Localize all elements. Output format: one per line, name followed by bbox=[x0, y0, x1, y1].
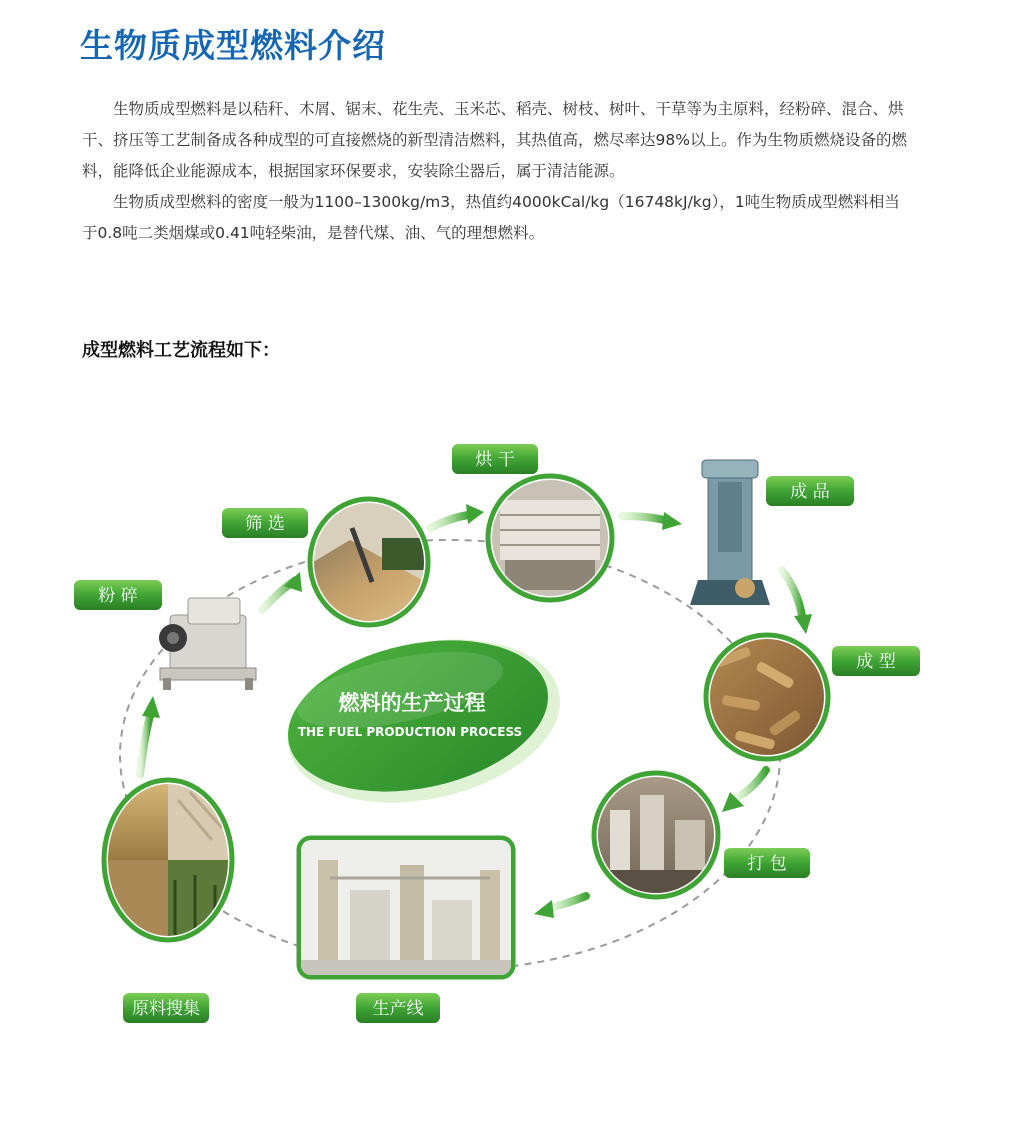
packing-image bbox=[594, 773, 719, 900]
production-line-image bbox=[299, 838, 513, 977]
forming-pellets-image bbox=[705, 635, 830, 760]
step-label-product bbox=[766, 476, 854, 506]
product-machine-image bbox=[690, 460, 770, 605]
step-label-line bbox=[356, 993, 440, 1023]
crusher-machine-image bbox=[159, 598, 256, 690]
step-label-dry bbox=[452, 444, 538, 474]
svg-text:成 型: 成 型 bbox=[856, 652, 896, 672]
svg-text:打 包: 打 包 bbox=[747, 854, 787, 874]
raw-material-image bbox=[104, 780, 232, 940]
svg-text:粉 碎: 粉 碎 bbox=[98, 586, 138, 606]
process-diagram bbox=[0, 420, 1019, 1060]
svg-text:原料搜集: 原料搜集 bbox=[132, 999, 200, 1019]
svg-text:筛 选: 筛 选 bbox=[245, 514, 285, 534]
svg-text:成 品: 成 品 bbox=[790, 482, 830, 502]
svg-text:生产线: 生产线 bbox=[372, 999, 424, 1019]
step-label-pack bbox=[724, 848, 810, 878]
process-heading: 成型燃料工艺流程如下： bbox=[82, 340, 280, 361]
center-title-en: THE FUEL PRODUCTION PROCESS bbox=[297, 725, 523, 739]
center-title-cn: 燃料的生产过程 bbox=[338, 691, 486, 715]
step-label-form bbox=[832, 646, 920, 676]
density-paragraph: 生物质成型燃料的密度一般为1100–1300kg/m3，热值约4000kCal/kg（16748kJ/kg），1吨生物质成型燃料相当于0.8吨二类烟煤或0.41吨轻柴油，是替代煤、油、气的理想燃料。 bbox=[82, 193, 900, 242]
center-badge bbox=[273, 616, 575, 826]
svg-text:烘 干: 烘 干 bbox=[475, 450, 515, 470]
step-label-collect bbox=[123, 993, 209, 1023]
step-label-screen bbox=[222, 508, 308, 538]
screening-image bbox=[300, 499, 440, 630]
page-title: 生物质成型燃料介绍 bbox=[80, 26, 386, 65]
drying-image bbox=[488, 476, 612, 600]
intro-paragraph: 生物质成型燃料是以秸秆、木屑、锯末、花生壳、玉米芯、稻壳、树枝、树叶、干草等为主原料，经粉碎、混合、烘干、挤压等工艺制备成各种成型的可直接燃烧的新型清洁燃料，其热值高，燃尽率达98%以上。作为生物质燃烧设备的燃料，能降低企业能源成本，根据国家环保要求，安装除尘器后，属于清洁能源。 bbox=[82, 100, 907, 180]
step-label-crush bbox=[74, 580, 162, 610]
